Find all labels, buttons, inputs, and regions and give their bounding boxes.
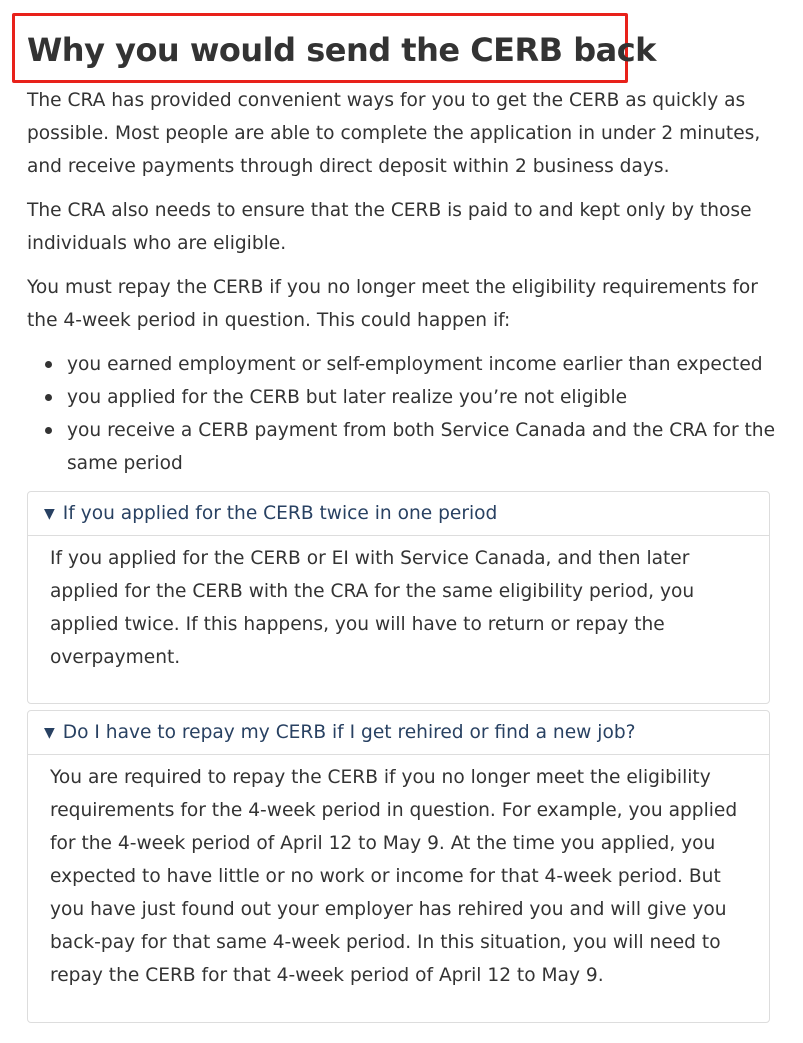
- list-item-text: you receive a CERB payment from both Service Canada and the CRA for the same period: [67, 420, 776, 474]
- expanded-triangle-icon: ▼: [44, 724, 55, 741]
- details-summary-label: If you applied for the CERB twice in one period: [62, 503, 498, 524]
- list-item-text: you applied for the CERB but later realize you’re not eligible: [67, 387, 628, 408]
- details-summary-label: Do I have to repay my CERB if I get rehired or find a new job?: [62, 722, 636, 743]
- expanded-triangle-icon: ▼: [44, 505, 55, 522]
- bullet-dot-icon: [45, 394, 52, 401]
- details-applied-twice: [27, 491, 770, 704]
- details-body-rehired: You are required to repay the CERB if you no longer meet the eligibility requirements for the 4-week period in question. For example, you applied for the 4-week period of April 12 to May 9. At the time you applied, you expected to have little or no work or income for that 4-week period. But you have just found out your employer has rehired you and will give you back-pay for that same 4-week period. In this situation, you will need to repay the CERB for that 4-week period of April 12 to May 9.: [50, 767, 738, 986]
- list-item: [27, 348, 777, 381]
- repay-paragraph: You must repay the CERB if you no longer meet the eligibility requirements for the 4-week period in question. This could happen if:: [27, 277, 758, 331]
- list-item-text: you earned employment or self-employment income earlier than expected: [67, 354, 763, 375]
- list-item: [27, 381, 777, 414]
- details-summary-applied-twice[interactable]: [28, 492, 769, 536]
- list-item: [27, 414, 777, 480]
- details-summary-rehired[interactable]: [28, 711, 769, 755]
- bullet-dot-icon: [45, 361, 52, 368]
- details-body-applied-twice: If you applied for the CERB or EI with Service Canada, and then later applied for the CERB with the CRA for the same eligibility period, you applied twice. If this happens, you will have to return or repay the overpayment.: [50, 548, 695, 668]
- bullet-dot-icon: [45, 427, 52, 434]
- intro-paragraph: The CRA has provided convenient ways for you to get the CERB as quickly as possible. Most people are able to complete the application in under 2 minutes, and receive payments through direct deposit within 2 business days.: [27, 90, 761, 177]
- page-title: Why you would send the CERB back: [27, 31, 656, 69]
- details-rehired: [27, 710, 770, 1023]
- eligibility-paragraph: The CRA also needs to ensure that the CERB is paid to and kept only by those individuals who are eligible.: [27, 200, 752, 254]
- repay-reasons-list: [27, 348, 777, 480]
